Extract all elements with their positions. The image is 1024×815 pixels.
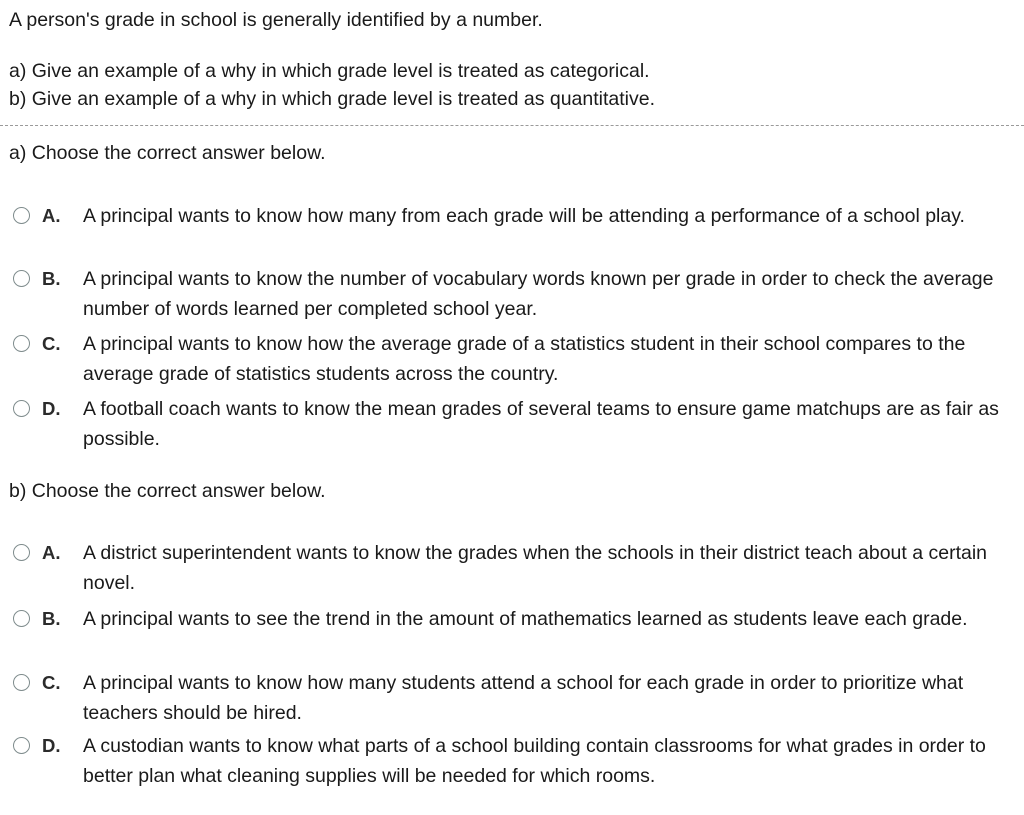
option-text: A principal wants to know how many from each grade will be attending a performance of a school play. — [83, 205, 965, 227]
option-text: A principal wants to know how the average grade of a statistics student in their school compares to the average grade of statistics students across the country. — [83, 333, 966, 385]
section-a-option-c[interactable] — [13, 329, 1013, 389]
section-b-option-d[interactable] — [13, 731, 1013, 791]
question-part-b: b) Give an example of a why in which grade level is treated as quantitative. — [9, 88, 656, 110]
radio-button[interactable] — [13, 544, 30, 561]
option-text: A football coach wants to know the mean grades of several teams to ensure game matchups are as fair as possible. — [83, 398, 999, 450]
option-letter: B. — [42, 268, 61, 289]
section-a-option-d[interactable] — [13, 394, 1013, 454]
radio-button[interactable] — [13, 270, 30, 287]
option-letter: A. — [42, 542, 61, 563]
section-b-option-b[interactable] — [13, 604, 1013, 664]
option-letter: A. — [42, 205, 61, 226]
section-a-prompt: a) Choose the correct answer below. — [9, 142, 326, 164]
option-text: A principal wants to see the trend in the amount of mathematics learned as students leave each grade. — [83, 608, 968, 630]
option-text: A district superintendent wants to know the grades when the schools in their district teach about a certain novel. — [83, 542, 988, 594]
radio-button[interactable] — [13, 737, 30, 754]
option-text: A custodian wants to know what parts of a school building contain classrooms for what grades in order to better plan what cleaning supplies will be needed for which rooms. — [83, 735, 986, 787]
option-text: A principal wants to know the number of vocabulary words known per grade in order to check the average number of words learned per completed school year. — [83, 268, 994, 320]
radio-button[interactable] — [13, 207, 30, 224]
option-letter: C. — [42, 333, 61, 354]
section-b-option-a[interactable] — [13, 538, 1013, 598]
option-letter: C. — [42, 672, 61, 693]
section-b-prompt: b) Choose the correct answer below. — [9, 480, 326, 502]
option-letter: D. — [42, 398, 61, 419]
radio-button[interactable] — [13, 400, 30, 417]
radio-button[interactable] — [13, 674, 30, 691]
option-letter: D. — [42, 735, 61, 756]
question-intro: A person's grade in school is generally identified by a number. — [9, 9, 543, 31]
option-text: A principal wants to know how many students attend a school for each grade in order to prioritize what teachers should be hired. — [83, 672, 964, 724]
option-letter: B. — [42, 608, 61, 629]
radio-button[interactable] — [13, 335, 30, 352]
section-a-option-a[interactable] — [13, 201, 1013, 261]
section-a-option-b[interactable] — [13, 264, 1013, 324]
section-b-option-c[interactable] — [13, 668, 1013, 728]
section-divider — [0, 125, 1024, 126]
radio-button[interactable] — [13, 610, 30, 627]
question-part-a: a) Give an example of a why in which grade level is treated as categorical. — [9, 60, 650, 82]
